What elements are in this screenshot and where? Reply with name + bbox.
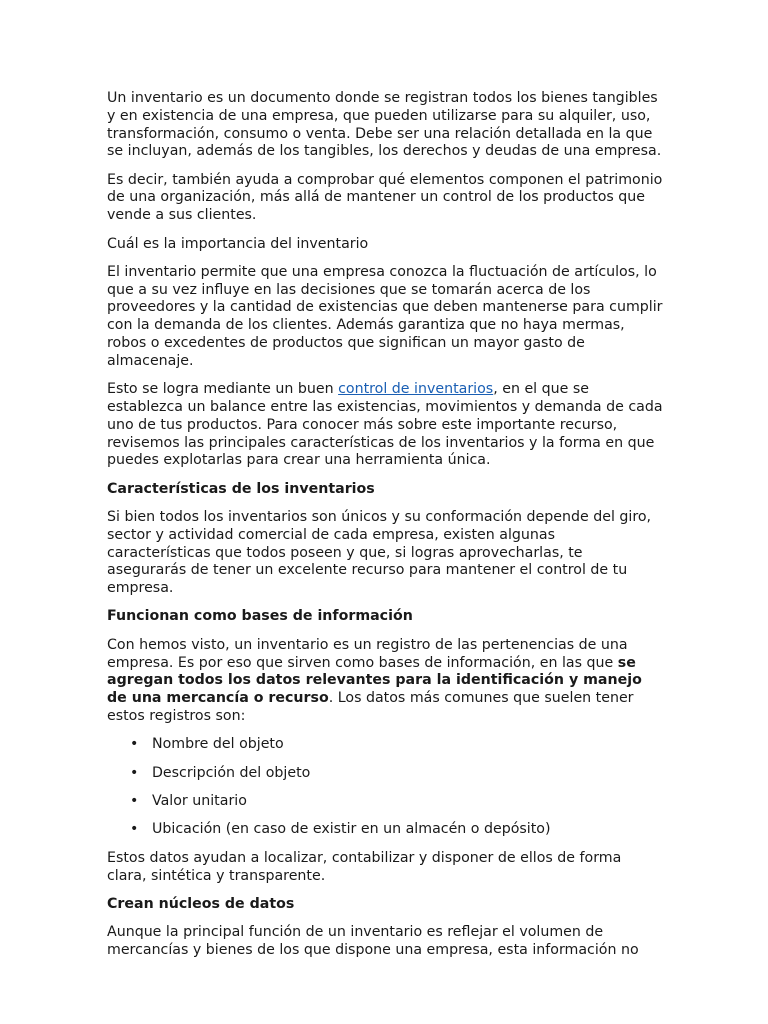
list-item [130, 764, 663, 783]
bullet-icon: • [130, 792, 139, 809]
list-item [130, 736, 663, 754]
paragraph-importance: El inventario permite que una empresa conozca la fluctuación de artículos, lo que a su vez influye en las decisiones que se tomarán acerca de los proveedores y la cantidad de existencias que deben mantenerse para cumplir con la demanda de los clientes. Además garantiza que no haya mermas, robos o excedentes de productos que significan un mayor gasto de almacenaje. [107, 263, 663, 369]
list-item-text: Ubicación (en caso de existir en un almacén o depósito) [152, 821, 551, 838]
list-item-text: Valor unitario [152, 792, 247, 809]
paragraph-control [107, 381, 663, 470]
list-item-text: Descripción del objeto [152, 764, 311, 781]
document-page [107, 90, 663, 970]
paragraph-caracteristicas: Si bien todos los inventarios son únicos y su conformación depende del giro, sector y actividad comercial de cada empresa, existen algunas características que todos poseen y que, si logras aprovecharlas, te asegurarás de tener un excelente recurso para mantener el control de tu empresa. [107, 508, 652, 597]
paragraph-datos-ayudan: Estos datos ayudan a localizar, contabilizar y disponer de ellos de forma clara, sintética y transparente. [107, 849, 622, 884]
paragraph-bases-bold: se agregan todos los datos relevantes para la identificación y manejo de una mercancía o recurso [107, 654, 642, 707]
list-item [130, 821, 663, 839]
paragraph-patrimonio: Es decir, también ayuda a comprobar qué elementos componen el patrimonio de una organización, más allá de mantener un control de los productos que vende a sus clientes. [107, 171, 663, 224]
paragraph-nucleos-datos: Aunque la principal función de un inventario es reflejar el volumen de mercancías y bienes de los que dispone una empresa, esta información no [107, 924, 639, 958]
control-de-inventarios-link[interactable]: control de inventarios [338, 381, 494, 398]
paragraph-control-text-start: Esto se logra mediante un buen [107, 381, 339, 398]
list-item [130, 792, 663, 811]
paragraph-control-text-end: , en el que se establezca un balance entre las existencias, movimientos y demanda de cada uno de tus productos. Para conocer más sobre este importante recurso, revisemos las principales características de los inventarios y la forma en que puedes explotarlas para crear una herramienta única. [107, 381, 663, 469]
heading-bases-informacion: Funcionan como bases de información [107, 608, 413, 625]
heading-caracteristicas: Características de los inventarios [107, 480, 375, 497]
bullet-icon: • [130, 764, 139, 781]
paragraph-bases-text-start: Con hemos visto, un inventario es un registro de las pertenencias de una empresa. Es por eso que sirven como bases de información, en las que [107, 636, 628, 671]
paragraph-importance-title: Cuál es la importancia del inventario [107, 235, 369, 252]
data-fields-list [107, 736, 663, 839]
heading-nucleos-datos: Crean núcleos de datos [107, 895, 295, 912]
bullet-icon: • [130, 736, 139, 753]
list-item-text: Nombre del objeto [152, 736, 284, 753]
paragraph-intro: Un inventario es un documento donde se registran todos los bienes tangibles y en existencia de una empresa, que pueden utilizarse para su alquiler, uso, transformación, consumo o venta. Debe ser una relación detallada en la que se incluyan, además de los tangibles, los derechos y deudas de una empresa. [107, 90, 662, 160]
bullet-icon: • [130, 821, 139, 838]
paragraph-bases-informacion [107, 637, 663, 726]
paragraph-bases-text-end: . Los datos más comunes que suelen tener estos registros son: [107, 690, 634, 724]
